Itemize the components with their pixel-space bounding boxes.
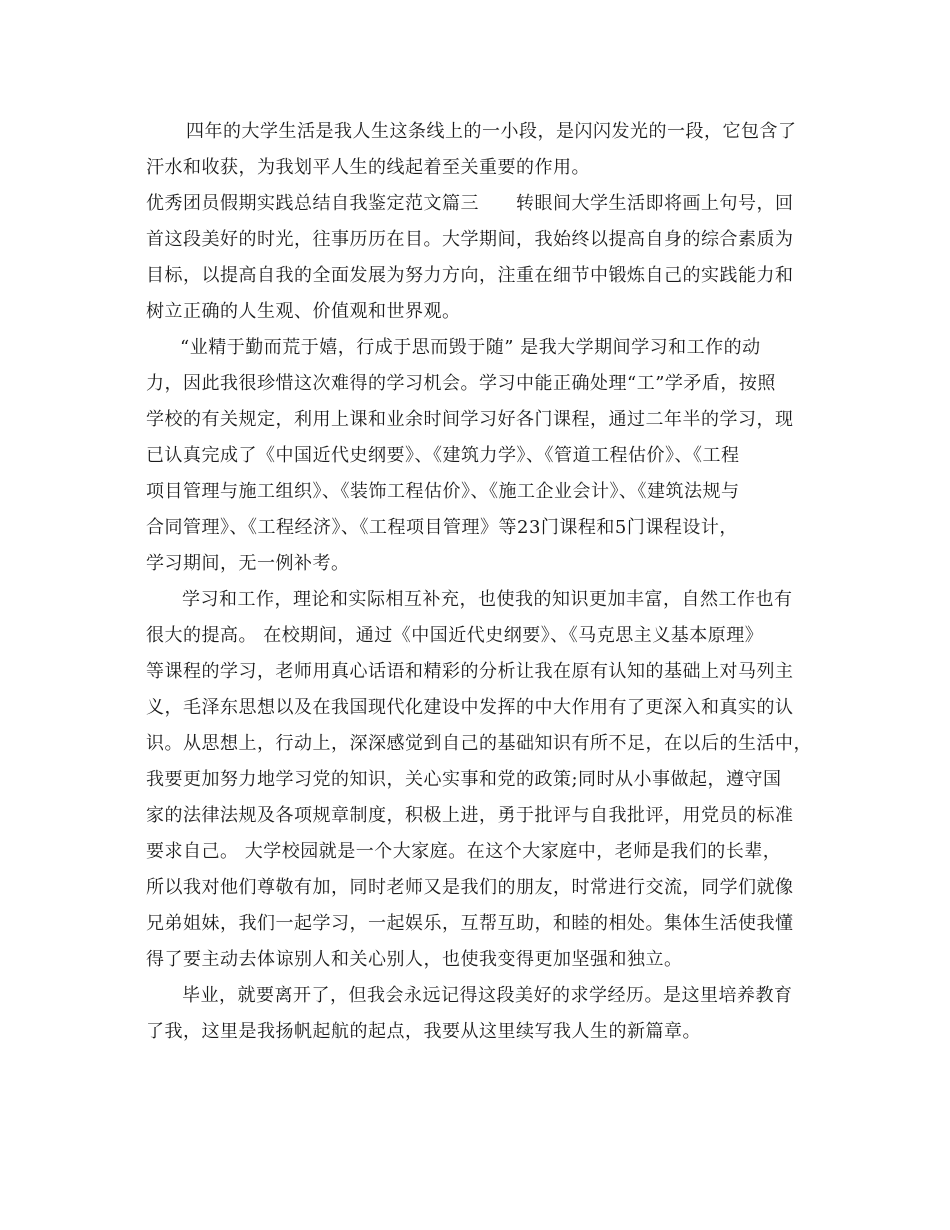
text-line-21: 要求自己。 大学校园就是一个大家庭。在这个大家庭中，老师是我们的长辈， (146, 841, 782, 862)
text-line-10: 已认真完成了《中国近代史纲要》、《建筑力学》、《管道工程估价》、《工程 (146, 445, 740, 466)
text-line-17: 义，毛泽东思想以及在我国现代化建设中发挥的中大作用有了更深入和真实的认 (146, 697, 794, 718)
text-line-1: 四年的大学生活是我人生这条线上的一小段，是闪闪发光的一段，它包含了 (186, 121, 797, 142)
text-line-2: 汗水和收获，为我划平人生的线起着至关重要的作用。 (146, 157, 590, 178)
text-line-19: 我要更加努力地学习党的知识，关心实事和党的政策;同时从小事做起，遵守国 (146, 769, 782, 790)
text-line-12: 合同管理》、《工程经济》、《工程项目管理》等23门课程和5门课程设计， (146, 517, 738, 538)
text-line-14: 学习和工作，理论和实际相互补充，也使我的知识更加丰富，自然工作也有 (182, 589, 793, 610)
text-line-11: 项目管理与施工组织》、《装饰工程估价》、《施工企业会计》、《建筑法规与 (146, 481, 740, 502)
text-line-9: 学校的有关规定，利用上课和业余时间学习好各门课程，通过二年半的学习，现 (146, 409, 794, 430)
text-line-15: 很大的提高。 在校期间，通过《中国近代史纲要》、《马克思主义基本原理》 (146, 625, 764, 646)
section-heading-line: 优秀团员假期实践总结自我鉴定范文篇三 转眼间大学生活即将画上句号，回 (146, 193, 794, 214)
text-line-6: 树立正确的人生观、价值观和世界观。 (146, 301, 461, 322)
text-line-16: 等课程的学习，老师用真心话语和精彩的分析让我在原有认知的基础上对马列主 (146, 661, 794, 682)
text-line-26: 了我，这里是我扬帆起航的起点，我要从这里续写我人生的新篇章。 (146, 1021, 701, 1042)
text-line-8: 力，因此我很珍惜这次难得的学习机会。学习中能正确处理“工”学矛盾，按照 (146, 373, 776, 394)
text-line-24: 得了要主动去体谅别人和关心别人，也使我变得更加坚强和独立。 (146, 949, 683, 970)
text-line-18: 识。从思想上，行动上，深深感觉到自己的基础知识有所不足，在以后的生活中， (146, 733, 812, 754)
text-line-13: 学习期间，无一例补考。 (146, 553, 350, 574)
text-line-4: 首这段美好的时光，往事历历在目。大学期间，我始终以提高自身的综合素质为 (146, 229, 794, 250)
text-line-22: 所以我对他们尊敬有加，同时老师又是我们的朋友，时常进行交流，同学们就像 (146, 877, 794, 898)
text-line-25: 毕业，就要离开了，但我会永远记得这段美好的求学经历。是这里培养教育 (182, 985, 793, 1006)
text-line-23: 兄弟姐妹，我们一起学习，一起娱乐，互帮互助，和睦的相处。集体生活使我懂 (146, 913, 794, 934)
text-line-7: “业精于勤而荒于嬉，行成于思而毁于随” 是我大学期间学习和工作的动 (180, 337, 761, 358)
text-line-20: 家的法律法规及各项规章制度，积极上进，勇于批评与自我批评，用党员的标准 (146, 805, 794, 826)
text-line-5: 目标，以提高自我的全面发展为努力方向，注重在细节中锻炼自己的实践能力和 (146, 265, 794, 286)
